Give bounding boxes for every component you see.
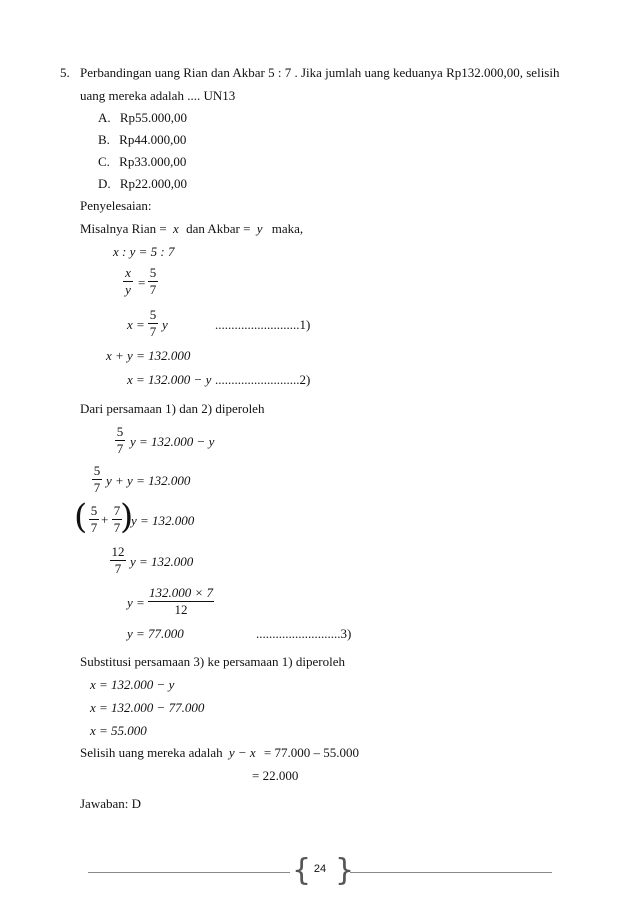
numerator: 5 — [93, 463, 101, 478]
fraction-x-over-y — [123, 266, 133, 297]
step1-rhs: y = 132.000 − y — [130, 434, 215, 449]
right-paren: ) — [120, 497, 134, 537]
fraction-5-over-7 — [92, 464, 102, 495]
option-b — [98, 132, 186, 148]
intro-var-x: x — [173, 221, 179, 236]
fraction-12-over-7 — [110, 545, 126, 576]
eq2-marker: ..........................2) — [215, 372, 311, 387]
footer-rule-right — [350, 872, 552, 873]
fraction-5-over-7 — [148, 266, 158, 297]
answer: Jawaban: D — [80, 796, 142, 811]
question-text-line1: Perbandingan uang Rian dan Akbar 5 : 7 . Jika jumlah uang keduanya Rp132.000,00, selisih — [80, 65, 560, 80]
fraction-5-over-7 — [148, 308, 158, 339]
denominator: 7 — [149, 324, 157, 339]
eq1-lhs: x = — [127, 317, 145, 332]
numerator: 5 — [149, 307, 157, 322]
option-letter: B. — [98, 132, 110, 147]
subst-text: Substitusi persamaan 3) ke persamaan 1) diperoleh — [80, 654, 345, 669]
numerator: 132.000 × 7 — [148, 585, 214, 600]
step6: y = 77.000 — [127, 626, 184, 641]
step4-rhs: y = 132.000 — [130, 554, 194, 569]
numerator: 12 — [111, 544, 125, 559]
result-line1: x = 132.000 − y — [90, 677, 175, 692]
intro-text-b: dan Akbar = — [186, 221, 251, 236]
numerator: 5 — [149, 265, 157, 280]
numerator: x — [125, 265, 131, 280]
result-line2: x = 132.000 − 77.000 — [90, 700, 205, 715]
fraction-5-over-7 — [89, 504, 99, 535]
denominator: 7 — [116, 441, 124, 456]
option-text: Rp22.000,00 — [119, 176, 188, 191]
eq-ratio: x : y = 5 : 7 — [113, 244, 175, 259]
fraction-step5 — [148, 586, 214, 617]
difference-value1: = 77.000 – 55.000 — [263, 745, 359, 760]
option-a — [98, 110, 187, 126]
footer-rule-left — [88, 872, 290, 873]
step2-rhs: y + y = 132.000 — [106, 473, 191, 488]
difference-expr: y − x — [228, 745, 256, 760]
intro-text-c: maka, — [271, 221, 304, 236]
eq2: x = 132.000 − y — [127, 372, 212, 387]
equals-sign: = — [138, 275, 146, 290]
question-number: 5. — [60, 65, 70, 80]
option-letter: C. — [98, 154, 110, 169]
denominator: y — [125, 282, 131, 297]
plus-sign: + — [101, 512, 109, 527]
option-d — [98, 176, 187, 192]
difference-line — [80, 745, 359, 761]
footer-bracket-right: } — [335, 853, 355, 888]
numerator: 5 — [90, 503, 98, 518]
page-number: 24 — [313, 863, 327, 875]
footer-bracket-left: { — [292, 853, 312, 888]
question-text-line2: uang mereka adalah .... UN13 — [80, 88, 236, 103]
solution-intro — [80, 221, 303, 237]
eq-sum: x + y = 132.000 — [106, 348, 191, 363]
numerator: 7 — [113, 503, 121, 518]
numerator: 5 — [116, 424, 124, 439]
option-c — [98, 154, 186, 170]
fraction-5-over-7 — [115, 425, 125, 456]
intro-text-a: Misalnya Rian = — [80, 221, 167, 236]
step5-lhs: y = — [127, 595, 145, 610]
option-text: Rp33.000,00 — [119, 154, 187, 169]
eq1-marker: ..........................1) — [215, 317, 311, 332]
option-text: Rp44.000,00 — [119, 132, 187, 147]
result-line3: x = 55.000 — [90, 723, 147, 738]
difference-text: Selisih uang mereka adalah — [80, 745, 223, 760]
intro-var-y: y — [256, 221, 263, 236]
denominator: 7 — [113, 520, 121, 535]
option-text: Rp55.000,00 — [119, 110, 188, 125]
step3-rhs: y = 132.000 — [131, 513, 195, 528]
from-text: Dari persamaan 1) dan 2) diperoleh — [80, 401, 265, 416]
difference-result: = 22.000 — [252, 768, 299, 783]
left-paren: ( — [74, 497, 88, 537]
denominator: 7 — [93, 480, 101, 495]
denominator: 12 — [174, 602, 188, 617]
question-block — [60, 61, 578, 107]
denominator: 7 — [114, 561, 122, 576]
option-letter: D. — [98, 176, 111, 191]
eq1-var: y — [162, 317, 168, 332]
option-letter: A. — [98, 110, 111, 125]
denominator: 7 — [149, 282, 157, 297]
denominator: 7 — [90, 520, 98, 535]
eq3-marker: ..........................3) — [256, 626, 352, 641]
solution-heading: Penyelesaian: — [80, 198, 152, 213]
